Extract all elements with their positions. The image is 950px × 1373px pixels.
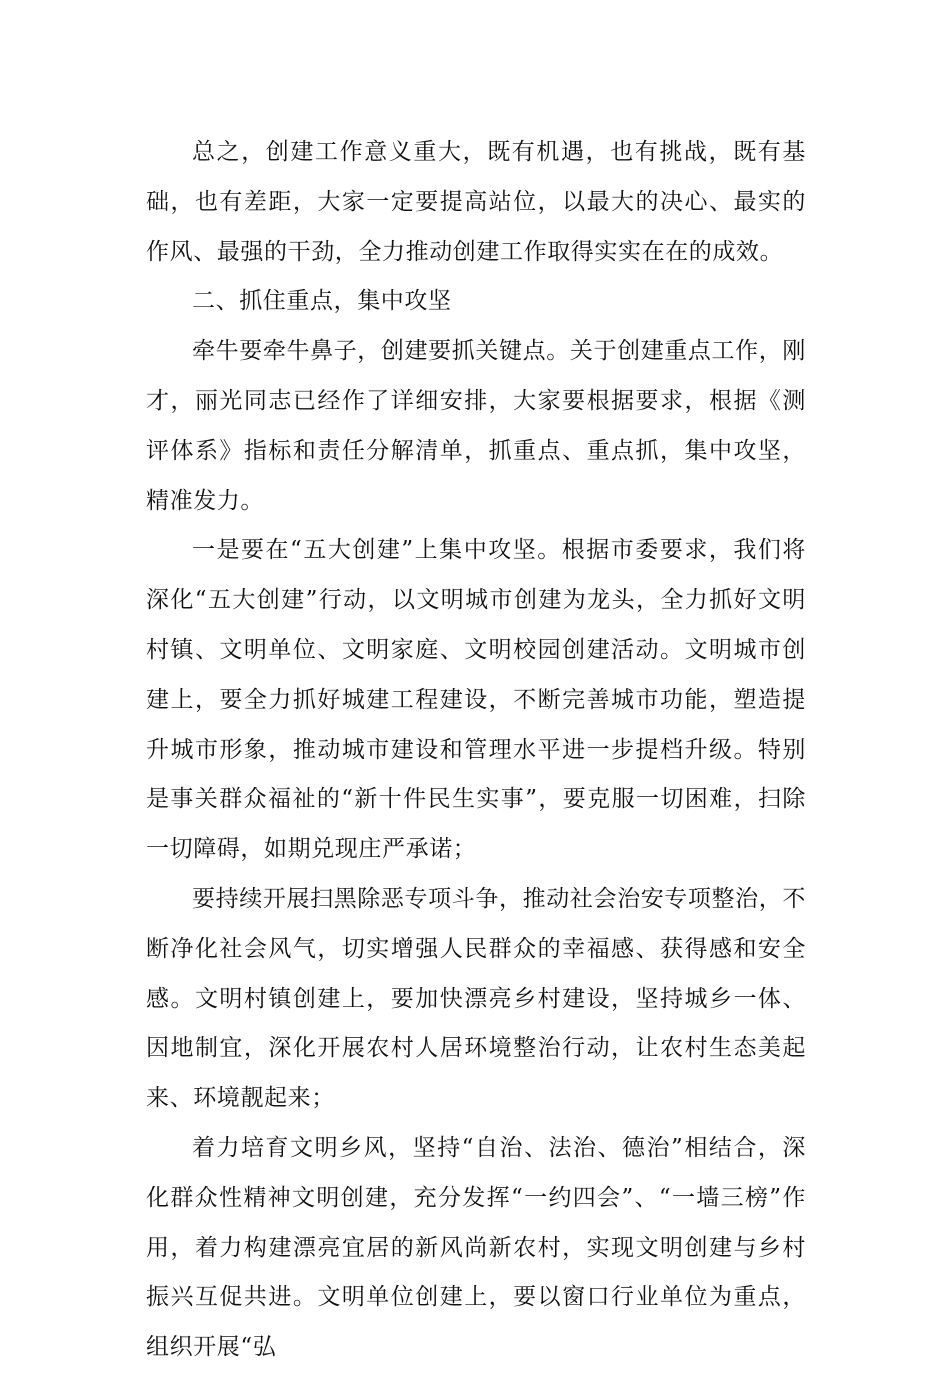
paragraph-conclusion: 总之，创建工作意义重大，既有机遇，也有挑战，既有基础，也有差距，大家一定要提高站位，以最大的决心、最实的作风、最强的干劲，全力推动创建工作取得实实在在的成效。 — [146, 139, 806, 265]
paragraph-public-security: 要持续开展扫黑除恶专项斗争，推动社会治安专项整治，不断净化社会风气，切实增强人民群众的幸福感、获得感和安全感。文明村镇创建上，要加快漂亮乡村建设，坚持城乡一体、因地制宜，深化开展农村人居环境整治行动，让农村生态美起来、环境靓起来； — [146, 885, 806, 1112]
paragraph-rural-civilization: 着力培育文明乡风，坚持“自治、法治、德治”相结合，深化群众性精神文明创建，充分发挥“一约四会”、“一墙三榜”作用，着力构建漂亮宜居的新风尚新农村，实现文明创建与乡村振兴互促共进。文明单位创建上，要以窗口行业单位为重点，组织开展“弘 — [146, 1134, 806, 1361]
section-heading: 二、抓住重点，集中攻坚 — [192, 288, 452, 315]
document-body — [146, 128, 806, 1373]
paragraph-key-points: 牵牛要牵牛鼻子，创建要抓关键点。关于创建重点工作，刚才，丽光同志已经作了详细安排，大家要根据要求，根据《测评体系》指标和责任分解清单，抓重点、重点抓，集中攻坚，精准发力。 — [146, 338, 806, 514]
paragraph-five-creations: 一是要在“五大创建”上集中攻坚。根据市委要求，我们将深化“五大创建”行动，以文明城市创建为龙头，全力抓好文明村镇、文明单位、文明家庭、文明校园创建活动。文明城市创建上，要全力抓好城建工程建设，不断完善城市功能，塑造提升城市形象，推动城市建设和管理水平进一步提档升级。特别是事关群众福祉的“新十件民生实事”，要克服一切困难，扫除一切障碍，如期兑现庄严承诺； — [146, 537, 806, 863]
